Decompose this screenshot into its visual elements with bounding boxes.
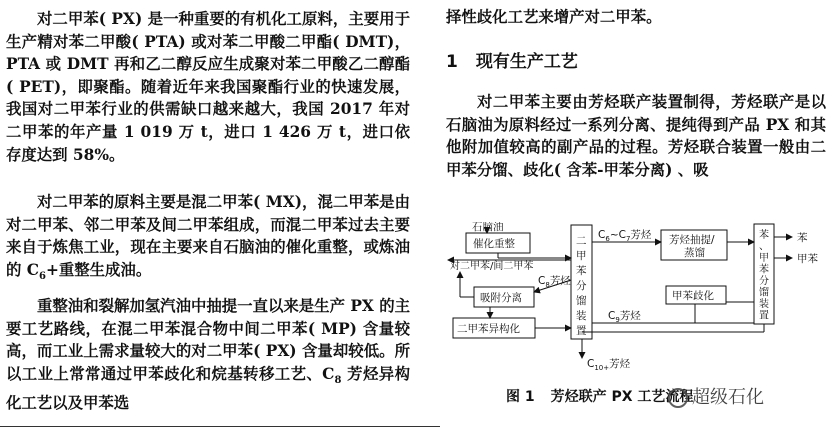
- label-benzene-product: 苯: [797, 232, 808, 244]
- paragraph-mx-source-tail: +重整生成油。: [45, 260, 152, 279]
- xylene-column-char: 分: [576, 280, 587, 292]
- bt-column-char: 甲: [759, 253, 769, 264]
- label-px-mx: 对二甲苯/间二甲苯: [450, 261, 534, 272]
- bt-column-char: 、: [759, 241, 769, 253]
- label-adsorption: 吸附分离: [480, 292, 522, 304]
- bt-column-char: 苯: [759, 230, 769, 241]
- bt-column-char: 苯: [759, 264, 769, 276]
- xylene-column-char: 馏: [576, 295, 587, 307]
- paragraph-process-route: [6, 295, 410, 415]
- bt-column-char: 置: [759, 310, 769, 322]
- xylene-column-char: 二: [576, 235, 587, 247]
- paragraph-existing-process-text: 对二甲苯主要由芳烃联产装置制得，芳烃联产是以石脑油为原料经过一系列分离、提纯得到产品 PX 和其他附加值较高的副产品的过程。芳烃联合装置一般由二甲苯分馏、歧化( 含苯-甲苯分离) 、吸: [446, 93, 826, 179]
- label-isomerization: 二甲苯异构化: [457, 323, 520, 335]
- label-c8-aromatics: $C_8$芳烃: [538, 275, 571, 289]
- figure-caption: [506, 386, 693, 406]
- bt-column-label: [759, 228, 769, 322]
- label-naphtha: 石脑油: [472, 222, 504, 233]
- xylene-column-char: 苯: [576, 265, 587, 277]
- paragraph-continuation: [446, 6, 826, 29]
- bt-column-char: 馏: [759, 287, 769, 299]
- watermark: [668, 383, 764, 409]
- paragraph-mx-source-text: 对二甲苯的原料主要是混二甲苯( MX)，混二甲苯是由对二甲苯、邻二甲苯及间二甲苯组成，而混二甲苯过去主要来自于炼焦工业，现在主要来自石脑油的催化重整，或炼油的 C: [6, 193, 410, 279]
- xylene-column-char: 甲: [576, 250, 587, 262]
- process-flow-svg: [440, 222, 831, 383]
- paragraph-process-route-tail: 芳烃异构化工艺以及甲苯选: [6, 364, 411, 413]
- subscript-c6: 6: [39, 270, 46, 282]
- label-toluene-product: 甲苯: [797, 253, 818, 265]
- subscript-c8: 8: [334, 374, 342, 386]
- paragraph-process-route-text: 重整油和裂解加氢汽油中抽提一直以来是生产 PX 的主要工艺路线，在混二甲苯混合物中间二甲苯( MP) 含量较高，而工业上需求量较大的对二甲苯( PX) 含量却较低。所以工业上常常通过甲苯歧化和烷基转移工艺、C: [6, 297, 410, 383]
- label-c10-aromatics: $C_{10+}$芳烃: [587, 358, 631, 372]
- xylene-column-label: [576, 235, 587, 337]
- process-flow-diagram: [440, 222, 831, 383]
- footnote-rule: [0, 426, 440, 427]
- section-title: 现有生产工艺: [475, 52, 578, 72]
- paragraph-continuation-text: 择性歧化工艺来增产对二甲苯。: [446, 8, 662, 26]
- paragraph-px-intro: [6, 8, 410, 166]
- label-toluene-disproportionation: 甲苯歧化: [672, 290, 714, 302]
- label-c9-aromatics: $C_9$芳烃: [608, 310, 641, 324]
- wechat-logo-icon: [668, 388, 688, 408]
- xylene-column-char: 置: [576, 325, 587, 337]
- paragraph-existing-process: [446, 91, 826, 181]
- label-reforming: 催化重整: [473, 238, 515, 250]
- figure-caption-text: 芳烃联产 PX 工艺流程: [550, 389, 694, 405]
- paragraph-px-intro-text: 对二甲苯( PX) 是一种重要的有机化工原料，主要用于生产精对苯二甲酸( PTA) 或对苯二甲酸二甲酯( DMT)，PTA 或 DMT 再和乙二醇反应生成聚对苯二甲酸乙二醇酯( PET)，即聚酯。随着近年来我国聚酯行业的快速发展，我国对二甲苯行业的供需缺口越来越大，我国 2017 年对二甲苯的年产量 1 019 万 t，进口 1 426 万 t，进口依存度达到 58%。: [6, 10, 410, 164]
- bt-column-char: 装: [759, 299, 769, 310]
- xylene-column-char: 装: [576, 310, 587, 322]
- section-heading: [446, 47, 578, 72]
- label-extraction-1: 芳烃抽提/: [669, 234, 715, 246]
- label-c6-c7-aromatics: $C_6\sim C_7$芳烃: [598, 229, 652, 243]
- watermark-text: 超级石化: [692, 387, 764, 408]
- figure-number: 图 1: [506, 389, 535, 405]
- section-number: 1: [446, 52, 458, 72]
- paragraph-mx-source: [6, 191, 410, 288]
- bt-column-char: 分: [759, 276, 769, 287]
- label-extraction-2: 蒸馏: [684, 247, 705, 259]
